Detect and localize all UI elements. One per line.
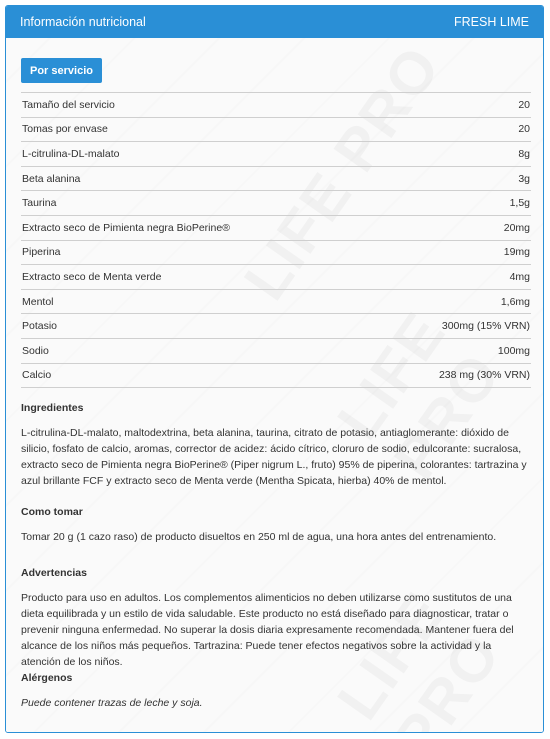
allergens-section xyxy=(21,670,531,711)
warnings-heading: Advertencias xyxy=(21,567,87,579)
panel-body xyxy=(6,38,543,733)
usage-heading: Como tomar xyxy=(21,506,83,518)
nutrient-value: 20mg xyxy=(375,215,531,240)
table-row xyxy=(21,117,531,142)
nutrient-name: Sodio xyxy=(21,338,375,363)
nutrient-name: Extracto seco de Menta verde xyxy=(21,265,375,290)
flavor-label: FRESH LIME xyxy=(453,15,529,29)
table-row xyxy=(21,338,531,363)
table-row xyxy=(21,142,531,167)
ingredients-heading: Ingredientes xyxy=(21,402,84,414)
table-row xyxy=(21,93,531,118)
warnings-section xyxy=(21,565,531,670)
panel-title: Información nutricional xyxy=(20,15,146,29)
nutrition-table xyxy=(21,92,531,388)
table-row xyxy=(21,289,531,314)
nutrient-name: Mentol xyxy=(21,289,375,314)
nutrient-value: 8g xyxy=(375,142,531,167)
ingredients-text: L-citrulina-DL-malato, maltodextrina, beta alanina, taurina, citrato de potasio, antiaglomerante: dióxido de silicio, fosfato de calcio, aromas, corrector de acidez: ácido cítrico, cloruro de sodio, edulcorante: sucralosa, extracto seco de Pimienta negra BioPerine® (Piper nigrum L., fruto) 95% de piperina, colorantes: tartrazina y azul brillante FCF y extracto seco de Menta verde (Mentha Spicata, hierba) 40% de mentol. xyxy=(21,427,527,487)
nutrient-value: 100mg xyxy=(375,338,531,363)
panel-header xyxy=(6,6,543,38)
nutrient-name: Tamaño del servicio xyxy=(21,93,375,118)
table-row xyxy=(21,191,531,216)
nutrient-value: 19mg xyxy=(375,240,531,265)
table-row xyxy=(21,265,531,290)
nutrient-name: Tomas por envase xyxy=(21,117,375,142)
table-row xyxy=(21,166,531,191)
nutrient-value: 300mg (15% VRN) xyxy=(375,314,531,339)
allergens-heading: Alérgenos xyxy=(21,672,73,684)
nutrient-name: Beta alanina xyxy=(21,166,375,191)
nutrient-name: L-citrulina-DL-malato xyxy=(21,142,375,167)
table-row xyxy=(21,215,531,240)
nutrient-value: 1,5g xyxy=(375,191,531,216)
nutrient-value: 3g xyxy=(375,166,531,191)
nutrient-value: 238 mg (30% VRN) xyxy=(375,363,531,388)
nutrient-value: 4mg xyxy=(375,265,531,290)
nutrient-name: Piperina xyxy=(21,240,375,265)
nutrient-value: 20 xyxy=(375,93,531,118)
table-row xyxy=(21,240,531,265)
nutrient-value: 20 xyxy=(375,117,531,142)
nutrient-value: 1,6mg xyxy=(375,289,531,314)
ingredients-section xyxy=(21,400,531,489)
nutrient-name: Taurina xyxy=(21,191,375,216)
usage-text: Tomar 20 g (1 cazo raso) de producto disueltos en 250 ml de agua, una hora antes del entrenamiento. xyxy=(21,531,497,543)
table-row xyxy=(21,363,531,388)
allergens-text: Puede contener trazas de leche y soja. xyxy=(21,697,203,709)
table-row xyxy=(21,314,531,339)
warnings-text: Producto para uso en adultos. Los complementos alimenticios no deben utilizarse como sustitutos de una dieta equilibrada y un estilo de vida saludable. Este producto no está diseñado para diagnosticar, tratar o prevenir ninguna enfermedad. No superar la dosis diaria expresamente recomendada. Mantener fuera del alcance de los niños más pequeños. Tartrazina: Puede tener efectos negativos sobre la actividad y la atención de los niños. xyxy=(21,592,514,668)
nutrient-name: Extracto seco de Pimienta negra BioPerine® xyxy=(21,215,375,240)
nutrient-name: Potasio xyxy=(21,314,375,339)
usage-section xyxy=(21,504,531,545)
nutrition-panel xyxy=(5,5,544,733)
per-serving-button[interactable]: Por servicio xyxy=(21,58,102,83)
nutrient-name: Calcio xyxy=(21,363,375,388)
